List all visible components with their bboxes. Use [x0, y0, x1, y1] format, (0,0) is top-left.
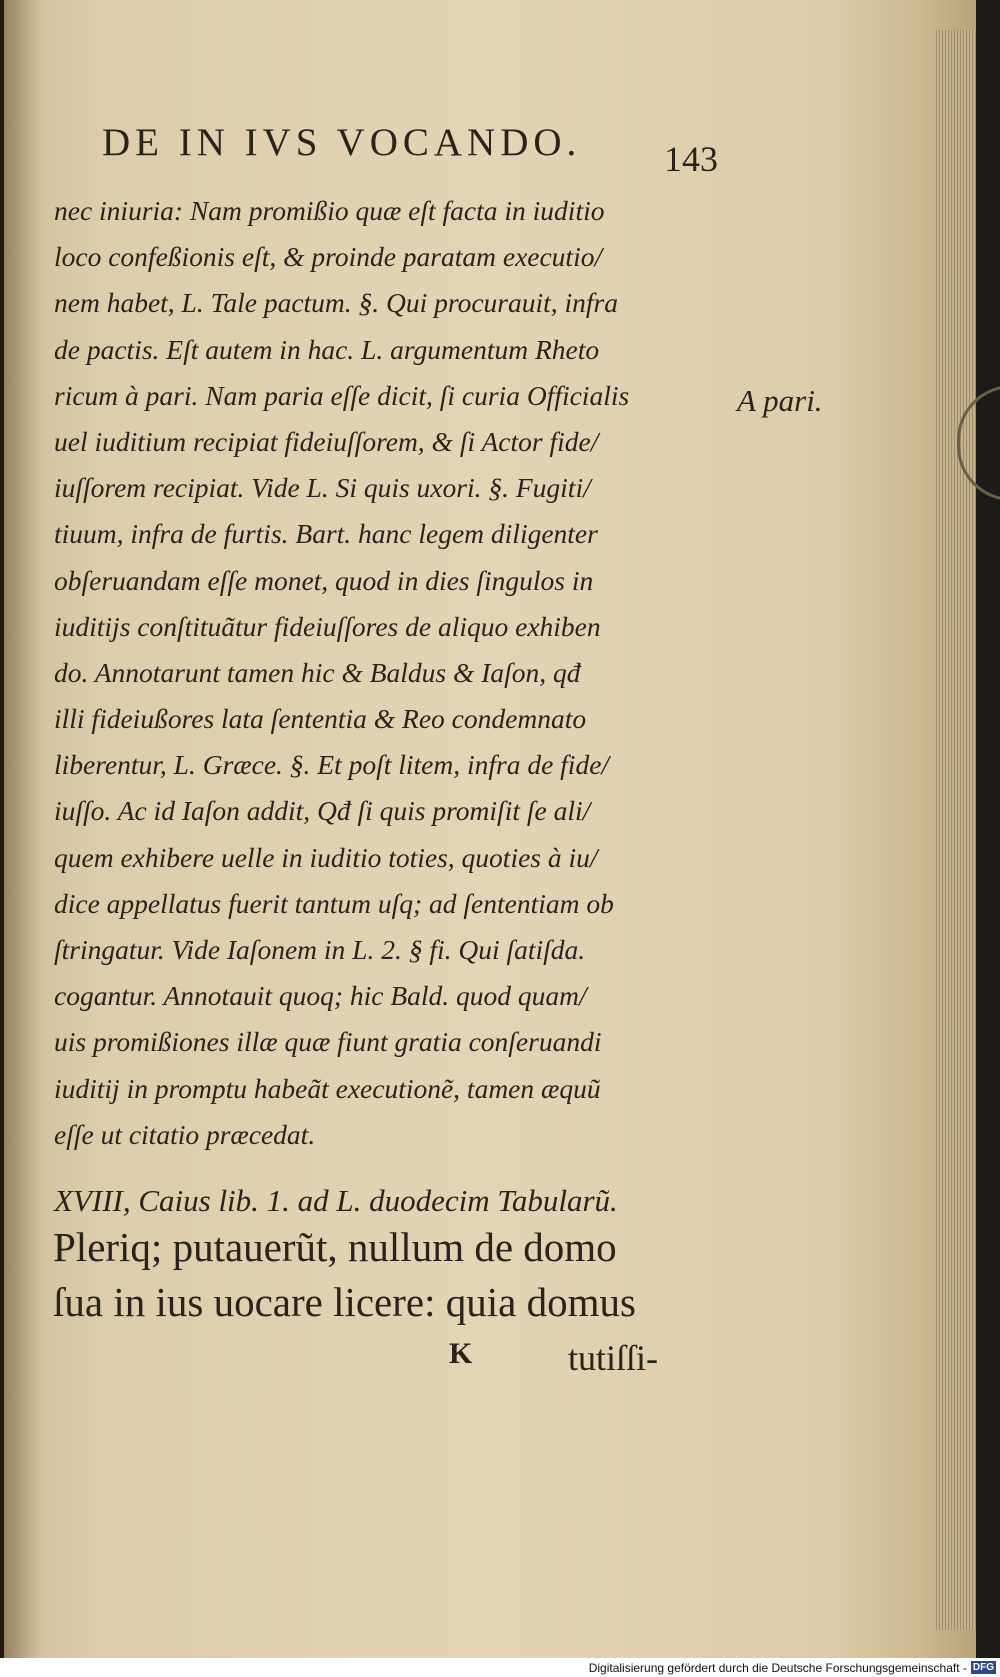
commentary-line: dice appellatus fuerit tantum uſq; ad ſententiam ob	[54, 887, 614, 919]
digitization-credit-bar	[0, 1658, 1000, 1676]
law-text-line: Pleriq; putauerũt, nullum de domo	[53, 1224, 617, 1270]
commentary-line: do. Annotarunt tamen hic & Baldus & Iaſon, qđ	[54, 656, 581, 688]
commentary-line: quem exhibere uelle in iuditio toties, quoties à iu/	[54, 841, 598, 873]
catchword: tutiſſi-	[568, 1338, 658, 1378]
commentary-line: tiuum, infra de furtis. Bart. hanc legem diligenter	[54, 518, 598, 550]
commentary-line: uis promißiones illæ quæ fiunt gratia conſeruandi	[54, 1026, 602, 1058]
commentary-line: uel iuditium recipiat fideiuſſorem, & ſi Actor fide/	[54, 425, 599, 457]
margin-note: A pari.	[737, 383, 823, 418]
commentary-line: iuditij in promptu habeãt executionẽ, tamen æquũ	[54, 1072, 601, 1104]
paper-sheet	[4, 0, 976, 1658]
page-number: 143	[664, 139, 718, 179]
credit-text: Digitalisierung gefördert durch die Deutsche Forschungsgemeinschaft -	[588, 1660, 967, 1675]
commentary-line: obſeruandam eſſe monet, quod in dies ſingulos in	[54, 564, 594, 596]
commentary-line: eſſe ut citatio præcedat.	[54, 1118, 316, 1150]
stacked-page-edges	[934, 30, 976, 1630]
running-head: DE IN IVS VOCANDO.	[102, 121, 582, 164]
commentary-line: cogantur. Annotauit quoq; hic Bald. quod quam/	[54, 980, 587, 1012]
commentary-line: liberentur, L. Græce. §. Et poſt litem, infra de fide/	[54, 749, 610, 781]
commentary-line: iuditijs conſtituãtur fideiuſſores de aliquo exhiben	[54, 610, 601, 642]
commentary-line: illi fideiußores lata ſententia & Reo condemnato	[54, 703, 587, 735]
commentary-line: iuſſorem recipiat. Vide L. Si quis uxori. §. Fugiti/	[54, 472, 591, 504]
commentary-line: ſtringatur. Vide Iaſonem in L. 2. § fi. Qui ſatiſda.	[54, 934, 586, 965]
law-citation-heading: XVIII, Caius lib. 1. ad L. duodecim Tabularũ.	[54, 1183, 618, 1218]
dfg-logo: DFG	[972, 1662, 994, 1674]
commentary-line: ricum à pari. Nam paria eſſe dicit, ſi curia Officialis	[54, 379, 630, 411]
commentary-line: loco confeßionis eſt, & proinde paratam executio/	[54, 241, 603, 273]
gutter-shadow	[4, 0, 44, 1658]
commentary-line: de pactis. Eſt autem in hac. L. argumentum Rheto	[54, 333, 600, 365]
commentary-line: nec iniuria: Nam promißio quæ eſt facta in iuditio	[54, 195, 605, 226]
law-text-line: ſua in ius uocare licere: quia domus	[53, 1279, 636, 1325]
commentary-line: iuſſo. Ac id Iaſon addit, Qđ ſi quis promiſit ſe ali/	[54, 795, 591, 827]
signature-mark: K	[449, 1337, 473, 1370]
commentary-line: nem habet, L. Tale pactum. §. Qui procurauit, infra	[54, 287, 619, 319]
commentary-text-block	[54, 188, 754, 1158]
